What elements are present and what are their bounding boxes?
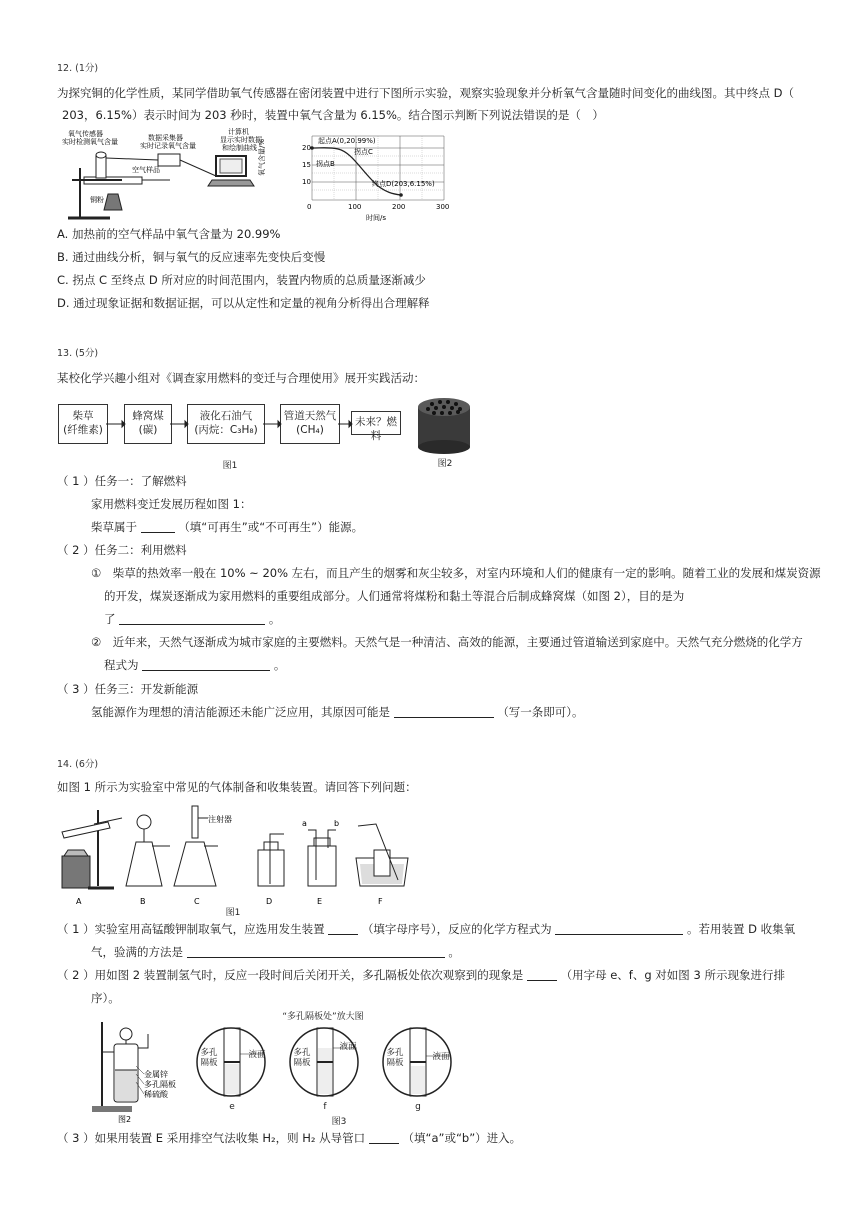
apparatus-e-label: E — [317, 897, 323, 906]
fig3-e-letter: e — [229, 1102, 235, 1112]
ytick-20: 20 — [302, 144, 311, 152]
q14-part3-line: （ 3 ）如果用装置 E 采用排空气法收集 H₂，则 H₂ 从导管口 （填“a”或“b”）进入。 — [57, 1131, 522, 1145]
q12-option-b[interactable]: B. 通过曲线分析，铜与氧气的反应速率先变快后变慢 — [57, 250, 326, 264]
fig3-f-liquid-label: 液面 — [339, 1042, 357, 1052]
q14-blank-apparatus[interactable] — [328, 923, 358, 935]
fig2-acid-label: 稀硫酸 — [144, 1090, 168, 1099]
fig2-caption: 图2 — [118, 1115, 132, 1124]
sensor-label: 氧气传感器 — [68, 130, 103, 138]
apparatus-b — [126, 815, 170, 906]
fig3-g-liquid-label: 液面 — [432, 1052, 450, 1062]
q14-blank-order[interactable] — [527, 969, 557, 981]
q12-header: 12. (1分) — [57, 63, 99, 74]
port-b-label: b — [334, 819, 340, 828]
q13-task3-line1: 氢能源作为理想的清洁能源还未能广泛应用，其原因可能是 （写一条即可）。 — [91, 705, 584, 719]
point-c-label: 拐点C — [354, 148, 373, 156]
fig3-g-letter: g — [415, 1102, 421, 1112]
chart-ylabel: 氧气含量/% — [258, 138, 266, 176]
q13-task2-p1-line3: 了 。 — [104, 612, 281, 626]
q13-task2-p2-line2: 程式为 。 — [104, 658, 286, 672]
xtick-300: 300 — [436, 203, 450, 211]
flow-box-natural-gas: 管道天然气 (CH₄) — [280, 404, 340, 444]
fig3-e-plate-label: 多孔 隔板 — [200, 1048, 218, 1068]
computer-label: 计算机 — [228, 128, 249, 136]
sensor-sub-label: 实时检测氧气含量 — [62, 138, 118, 146]
flow-box-future: 未来？燃料 — [351, 411, 401, 435]
apparatus-c-label: C — [194, 897, 200, 906]
q14-part2-line1: （ 2 ）用如图 2 装置制氢气时，反应一段时间后关闭开关，多孔隔板处依次观察到的现象是 （用字母 e、f、g 对如图 3 所示现象进行排 — [57, 968, 785, 982]
q12-stem-line1: 为探究铜的化学性质，某同学借助氧气传感器在密闭装置中进行下图所示实验，观察实验现象并分析氧气含量随时间变化的曲线图。其中终点 D（ — [57, 86, 795, 100]
apparatus-d-label: D — [266, 897, 273, 906]
xtick-0: 0 — [307, 203, 312, 211]
fig2-zinc-label: 金属锌 — [144, 1070, 168, 1079]
q13-task1-line1: 家用燃料变迁发展历程如图 1： — [91, 497, 252, 511]
apparatus-b-label: B — [140, 897, 146, 906]
q14-fig1-caption: 图1 — [225, 908, 241, 918]
air-sample-label: 空气样品 — [132, 166, 160, 174]
copper-label: 铜粉 — [90, 196, 104, 204]
q12-oxygen-chart — [258, 128, 462, 224]
q14-part1-line2: 气，验满的方法是 。 — [91, 945, 460, 959]
q13-task1-title: （ 1 ）任务一：了解燃料 — [57, 474, 187, 488]
q13-blank-hydrogen-reason[interactable] — [394, 706, 494, 718]
apparatus-a — [62, 810, 122, 906]
ytick-10: 10 — [302, 178, 311, 186]
q13-blank-renewable[interactable] — [141, 521, 175, 533]
apparatus-f — [356, 824, 408, 906]
fig3-e-liquid-label: 液面 — [248, 1050, 266, 1060]
q13-task3-title: （ 3 ）任务三：开发新能源 — [57, 682, 199, 696]
collector-sub-label: 实时记录氧气含量 — [140, 142, 196, 150]
q13-blank-equation[interactable] — [142, 659, 270, 671]
fig3-g-plate-label: 多孔 隔板 — [386, 1048, 404, 1068]
port-a-label: a — [302, 819, 307, 828]
flow-arrows — [106, 418, 406, 430]
q13-task1-line2: 柴草属于 （填“可再生”或“不可再生”）能源。 — [91, 520, 364, 534]
computer-sub-label2: 和绘制曲线 — [222, 144, 257, 152]
apparatus-e — [302, 819, 339, 906]
q13-task2-p2-line1: ② 近年来，天然气逐渐成为城市家庭的主要燃料。天然气是一种清洁、高效的能源，主要通过管道输送到家庭中。天然气充分燃烧的化学方 — [91, 635, 803, 649]
fig3-f-letter: f — [323, 1102, 327, 1112]
point-b-label: 拐点B — [316, 160, 335, 168]
apparatus-f-label: F — [378, 897, 383, 906]
fig3-caption: 图3 — [331, 1117, 347, 1127]
point-d-label: 终点D(203,6.15%) — [372, 180, 435, 188]
q12-option-c[interactable]: C. 拐点 C 至终点 D 所对应的时间范围内，装置内物质的总质量逐渐减少 — [57, 273, 426, 287]
computer-sub-label1: 显示实时数据 — [220, 136, 262, 144]
q14-fig2-apparatus — [90, 1012, 190, 1124]
syringe-label: 注射器 — [208, 815, 232, 824]
chart-xlabel: 时间/s — [366, 214, 387, 222]
q13-task2-p1-line1: ① 柴草的热效率一般在 10% ~ 20% 左右，而且产生的烟雾和灰尘较多，对室内环境和人们的健康有一定的影响。随着工业的发展和煤炭资源 — [91, 566, 821, 580]
xtick-200: 200 — [392, 203, 406, 211]
xtick-100: 100 — [348, 203, 362, 211]
q14-blank-kmno4-equation[interactable] — [555, 923, 683, 935]
q13-header: 13. (5分) — [57, 348, 99, 359]
q14-header: 14. (6分) — [57, 759, 99, 770]
q13-intro: 某校化学兴趣小组对《调查家用燃料的变迁与合理使用》展开实践活动： — [57, 371, 425, 385]
q14-part2-line2: 序）。 — [91, 991, 120, 1005]
q12-apparatus-figure — [60, 128, 270, 224]
ytick-15: 15 — [302, 161, 311, 169]
q14-blank-full-check[interactable] — [187, 946, 445, 958]
q13-fig2-caption: 图2 — [437, 459, 453, 469]
q13-task2-p1-line2: 的开发，煤炭逐渐成为家用燃料的重要组成部分。人们通常将煤粉和黏土等混合后制成蜂窝煤（如图 2），目的是为 — [104, 589, 685, 603]
apparatus-d — [258, 834, 284, 906]
flow-box-lpg: 液化石油气 (丙烷：C₃H₈) — [187, 404, 265, 444]
apparatus-a-label: A — [76, 897, 82, 906]
q14-apparatus-figure — [58, 802, 428, 918]
q14-part1-line1: （ 1 ）实验室用高锰酸钾制取氧气，应选用发生装置 （填字母序号），反应的化学方程式为 。若用装置 D 收集氧 — [57, 922, 796, 936]
q14-intro: 如图 1 所示为实验室中常见的气体制备和收集装置。请回答下列问题： — [57, 780, 417, 794]
point-a-label: 起点A(0,20.99%) — [318, 137, 376, 145]
q13-task2-title: （ 2 ）任务二：利用燃料 — [57, 543, 187, 557]
q14-blank-port[interactable] — [369, 1132, 399, 1144]
q12-option-d[interactable]: D. 通过现象证据和数据证据，可以从定性和定量的视角分析得出合理解释 — [57, 296, 430, 310]
apparatus-c — [174, 806, 232, 906]
q12-option-a[interactable]: A. 加热前的空气样品中氧气含量为 20.99% — [57, 227, 281, 241]
honeycomb-briquette-image — [412, 393, 476, 455]
collector-label: 数据采集器 — [148, 134, 183, 142]
flow-box-coal: 蜂窝煤 (碳) — [124, 404, 172, 444]
fig3-f-plate-label: 多孔 隔板 — [293, 1048, 311, 1068]
q13-blank-purpose[interactable] — [119, 613, 265, 625]
q12-stem-line2: 203，6.15%）表示时间为 203 秒时，装置中氧气含量为 6.15%。结合图示判断下列说法错误的是（ ） — [62, 108, 604, 122]
flow-box-firewood: 柴草 (纤维素) — [58, 404, 108, 444]
fig2-plate-label: 多孔隔板 — [144, 1080, 176, 1089]
fig3-title: “多孔隔板处”放大图 — [282, 1012, 364, 1022]
q13-fig1-caption: 图1 — [222, 461, 238, 471]
